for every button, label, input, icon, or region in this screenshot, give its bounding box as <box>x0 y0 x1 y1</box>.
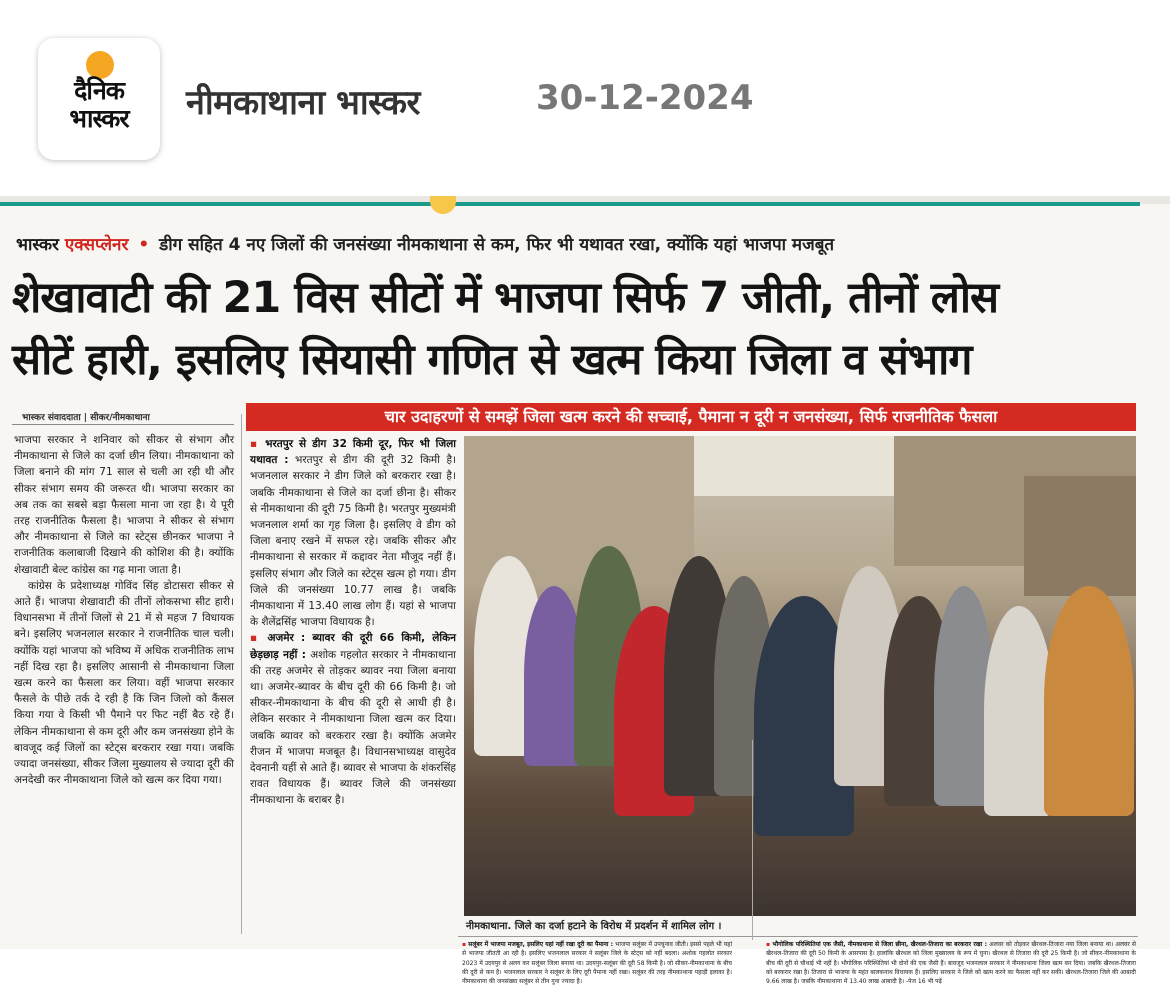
column-3 <box>462 940 732 987</box>
teal-divider <box>0 202 1140 206</box>
logo-line1: दैनिक <box>74 76 124 105</box>
column-2-subhead-1: भरतपुर से डीग 32 किमी दूर, फिर भी जिला यथावत : <box>250 438 456 467</box>
column-3-subhead: सलूंबर में भाजपा मजबूत, इसलिए यहां नहीं रखा दूरी का पैमाना : <box>468 941 614 948</box>
kicker-brand: भास्कर <box>16 235 59 255</box>
headline-line1: शेखावाटी की 21 विस सीटों में भाजपा सिर्फ 7 जीती, तीनों लोस <box>12 273 999 323</box>
column-4-para: अलवर को तोड़कर खैरथल-तिजारा नया जिला बनाया था। अलवर से खैरथल-तिजारा की दूरी 50 किमी के आसपास है। हालांकि खैरथल को जिला मुख्यालय के रूप में चुना। खैरथल से तिजारा की दूरी 25 किमी है। जो सीकर-नीमकाथाना के बीच की दूरी से चौथाई भी नहीं है। भौगोलिक परिस्थितियां भी दोनों की एक जैसी हैं। बावजूद भजनलाल सरकार ने नीमकाथाना जिला खत्म कर दिया। जबकि खैरथल-तिजारा को बरकरार रखा है। तिजारा से भाजपा के महंत बालकनाथ विधायक हैं। इसलिए सरकार ने जिले को खत्म करने का फैसला नहीं कर सकी। खैरथल-तिजारा जिले की आबादी 9.66 लाख है। जबकि नीमकाथाना में 13.40 लाख आबादी है। -पेज 16 भी पढ़ें <box>766 941 1136 986</box>
kicker-brand-red: एक्सप्लेनर <box>64 235 129 255</box>
column-2 <box>250 436 456 809</box>
column-2-para-1: भरतपुर से डीग की दूरी 32 किमी है। भजनलाल सरकार ने डीग जिले को बरकरार रखा है। जबकि नीमकाथाना से जिले का दर्जा छीना है। सीकर से नीमकाथाना की दूरी 75 किमी है। भरतपुर मुख्यमंत्री भजनलाल शर्मा का गृह जिला है। इसलिए वे डीग को जिला बनाए रखने में सफल रहे। जबकि सीकर और नीमकाथाना से सरकार में कद्दावर नेता मौजूद नहीं हैं। इसलिए संभाग और जिले का स्टेट्स खत्म हो गया। डीग जिले की जनसंख्या 10.77 लाख है। जबकि नीमकाथाना में 13.40 लाख लोग हैं। यहां से भाजपा के शैलेंद्रसिंह भाजपा विधायक है। <box>250 454 457 629</box>
examples-banner: चार उदाहरणों से समझें जिला खत्म करने की सच्चाई, पैमाना न दूरी न जनसंख्या, सिर्फ राजनीतिक फैसला <box>246 403 1136 431</box>
column-3-para: भाजपा सलूंबर में उपचुनाव जीती। इससे पहले भी यहां से भाजपा जीतती आ रही है। इसलिए भजनलाल सरकार ने सलूंबर जिले के स्टेट्स को नहीं बदला। अशोक गहलोत सरकार 2023 में उदयपुर से अलग कर सलूंबर जिला बनाया था। उदयपुर-सलूंबर की दूरी 58 किमी है। जो सीकर-नीमकाथाना के बीच की दूरी से कम है। भजनलाल सरकार ने सलूंबर के लिए दूरी पैमाना नहीं रखा। सलूंबर की तरह नीमकाथाना पहाड़ी इलाका है। नीमकाथाना की जनसंख्या सलूंबर से तीन गुना ज्यादा है। <box>462 941 732 986</box>
photo-sky <box>694 436 894 496</box>
dainik-bhaskar-logo[interactable] <box>38 38 160 160</box>
byline: भास्कर संवाददाता | सीकर/नीमकाथाना <box>22 413 150 423</box>
column-1-para-1: भाजपा सरकार ने शनिवार को सीकर से संभाग और नीमकाथाना से जिले का दर्जा छीन लिया। नीमकाथाना को जिला बनाने की मांग 71 साल से चली आ रही थी और सीकर संभाग समय की जरूरत थी। भाजपा सरकार का अब तक का सबसे बड़ा फैसला माना जा रहा है। ये पूरी तरह राजनीतिक फैसला है। भाजपा ने सीकर से संभाग और नीमकाथाना से जिले का स्टेट्स छीनकर भाजपा ने राजनीतिक कलाबाजी दिखाने की कोशिश की है। क्योंकि शेखावाटी बेल्ट कांग्रेस का गढ़ माना जाता है। <box>14 434 234 576</box>
column-divider <box>241 414 242 934</box>
column-4-subhead: भौगोलिक परिस्थितियां एक जैसी, नीमकाथाना से जिला छीना, खैरथल-तिजारा का बरकरार रखा : <box>772 941 987 948</box>
section-divider <box>458 936 1138 937</box>
photo-person <box>1044 586 1134 816</box>
bullet-icon: ▪ <box>462 941 469 948</box>
bullet-icon: • <box>138 235 150 255</box>
column-divider <box>752 740 753 940</box>
logo-line2: भास्कर <box>69 104 129 133</box>
bullet-icon: ▪ <box>250 632 268 645</box>
column-2-para-2: अशोक गहलोत सरकार ने नीमकाथाना की तरह अजमेर से तोड़कर ब्यावर नया जिला बनाया था। अजमेर-ब्यावर के बीच दूरी की 66 किमी है। जो सीकर-नीमकाथाना के बीच की दूरी से आधी ही है। लेकिन सरकार ने नीमकाथाना जिला खत्म कर दिया। जबकि ब्यावर को बरकरार रखा है। क्योंकि अजमेर रीजन में भाजपा मजबूत है। विधानसभाध्यक्ष वासुदेव देवनानी यहीं से आते हैं। ब्यावर से भाजपा के शंकरसिंह रावत विधायक हैं। ब्यावर जिले की जनसंख्या नीमकाथाना के बराबर है। <box>250 648 457 807</box>
edition-date: 30-12-2024 <box>536 78 754 118</box>
newspaper-page[interactable] <box>0 196 1170 986</box>
byline-rule <box>12 424 234 425</box>
bullet-icon: ▪ <box>250 438 266 450</box>
article-kicker <box>16 232 834 255</box>
column-1-para-2: कांग्रेस के प्रदेशाध्यक्ष गोविंद सिंह डोटासरा सीकर से आते हैं। भाजपा शेखावाटी की तीनों लोकसभा सीट हारी। विधानसभा में तीनों जिलों से 21 में से महज 7 विधायक बने। इसलिए भजनलाल सरकार ने राजनीतिक चाल चली। क्योंकि यहां भाजपा को भविष्य में अधिक राजनीतिक लाभ नहीं दिख रहा है। इसलिए आसानी से नीमकाथाना जिला खत्म करने का फैसला कर लिया। वहीं भाजपा सरकार फैसले के पीछे तर्क दे रही है कि जिन जिलो को कैंसल किया गया वे किसी भी पैमाने पर फिट नहीं बैठ रहे हैं। लेकिन नीमकाथाना से कम दूरी और कम जनसंख्या होने के बावजूद कई जिलों का स्टेट्स बरकरार रखा गया। जबकि ज्यादा जनसंख्या, सीकर जिला मुख्यालय से ज्यादा दूरी की अनदेखी कर नीमकाथाना जिले को खत्म कर दिया गया। <box>14 579 234 787</box>
kicker-text: डीग सहित 4 नए जिलों की जनसंख्या नीमकाथाना से कम, फिर भी यथावत रखा, क्योंकि यहां भाजपा मजबूत <box>159 235 835 255</box>
protest-photo[interactable] <box>464 436 1136 916</box>
headline-line2: सीटें हारी, इसलिए सियासी गणित से खत्म किया जिला व संभाग <box>12 335 972 385</box>
column-2-subhead-2: अजमेर : ब्यावर की दूरी 66 किमी, लेकिन छेड़छाड़ नहीं : <box>250 632 456 661</box>
edition-title: नीमकाथाना भास्कर <box>186 83 420 123</box>
column-1 <box>14 432 234 788</box>
photo-caption: नीमकाथाना. जिले का दर्जा हटाने के विरोध में प्रदर्शन में शामिल लोग । <box>466 921 722 932</box>
sun-icon <box>86 51 114 79</box>
column-4 <box>766 940 1136 987</box>
bullet-icon: ▪ <box>766 941 773 948</box>
sun-mark-icon <box>430 196 456 214</box>
app-header <box>0 0 1170 200</box>
photo-building <box>1024 476 1136 596</box>
